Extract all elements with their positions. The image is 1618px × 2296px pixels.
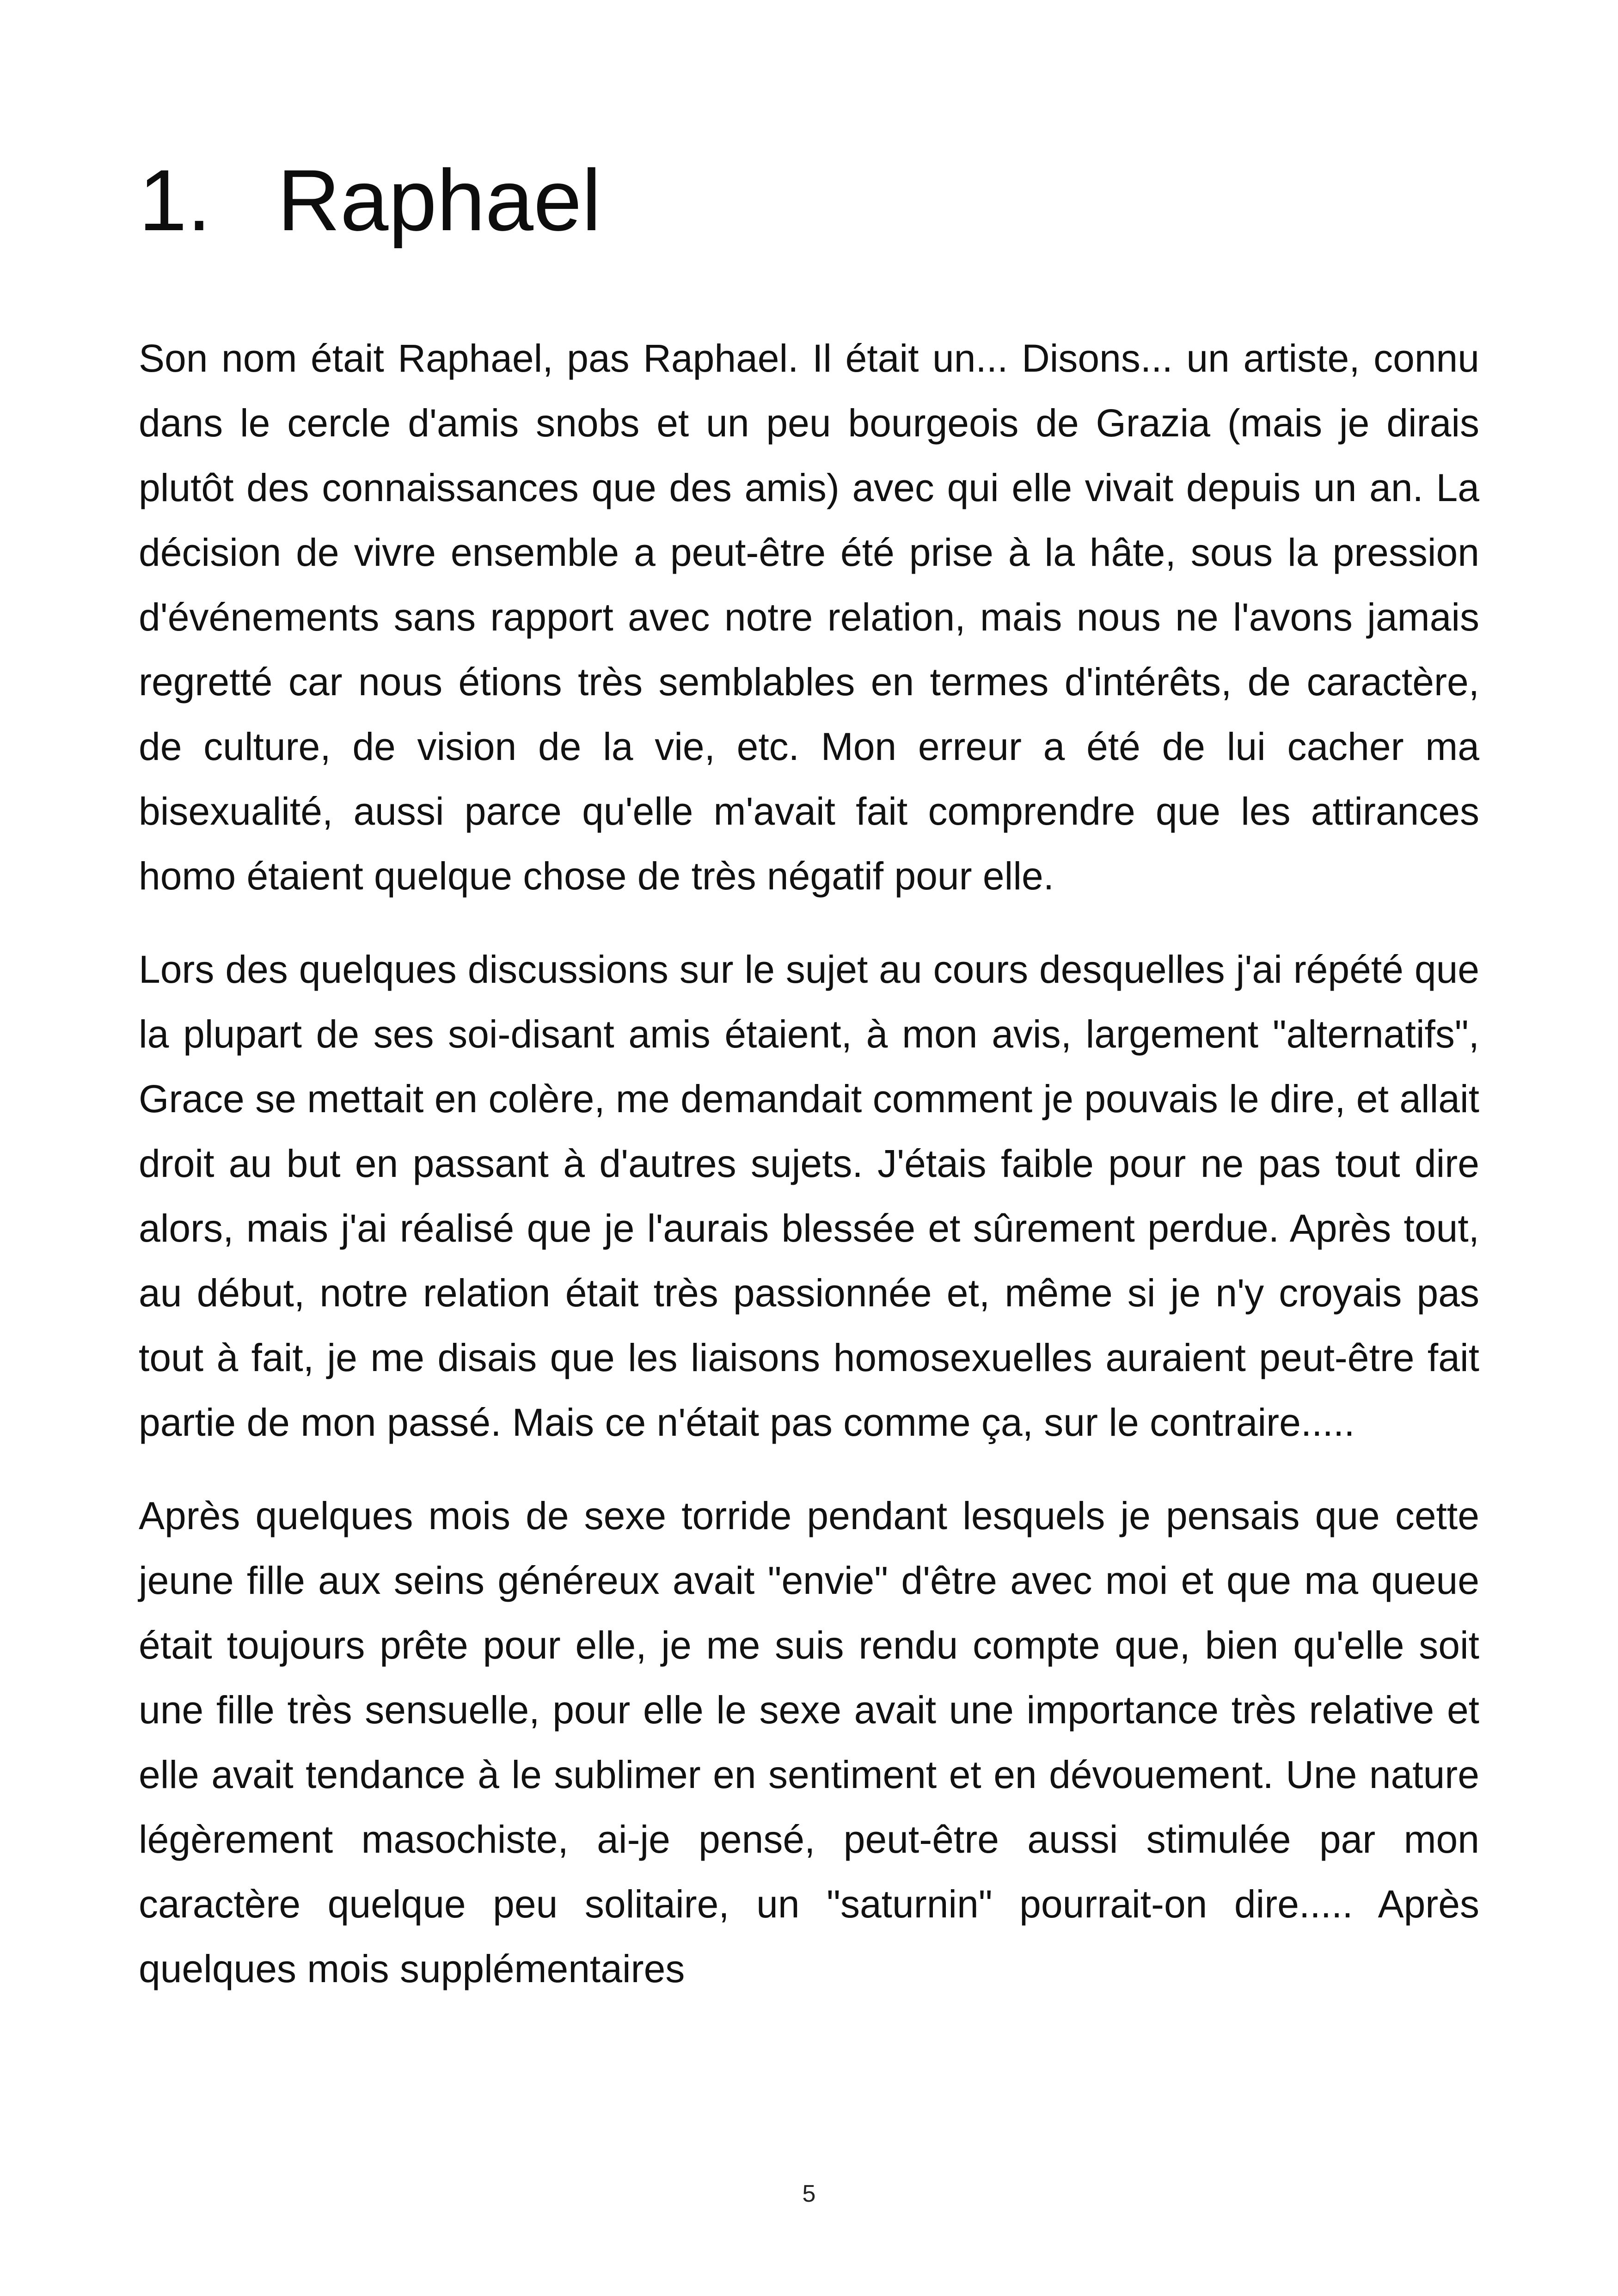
chapter-number: 1. bbox=[139, 152, 211, 249]
chapter-body bbox=[139, 326, 1479, 2030]
chapter-heading bbox=[139, 153, 601, 248]
paragraph-1: Son nom était Raphael, pas Raphael. Il était un... Disons... un artiste, connu dans le cercle d'amis snobs et un peu bourgeois de Grazia (mais je dirais plutôt des connaissances que des amis) avec qui elle vivait depuis un an. La décision de vivre ensemble a peut-être été prise à la hâte, sous la pression d'événements sans rapport avec notre relation, mais nous ne l'avons jamais regretté car nous étions très semblables en termes d'intérêts, de caractère, de culture, de vision de la vie, etc. Mon erreur a été de lui cacher ma bisexualité, aussi parce qu'elle m'avait fait comprendre que les attirances homo étaient quelque chose de très négatif pour elle. bbox=[139, 337, 1479, 898]
chapter-title: Raphael bbox=[277, 152, 601, 249]
page-number: 5 bbox=[802, 2180, 816, 2207]
paragraph-2: Lors des quelques discussions sur le sujet au cours desquelles j'ai répété que la plupart de ses soi-disant amis étaient, à mon avis, largement "alternatifs", Grace se mettait en colère, me demandait comment je pouvais le dire, et allait droit au but en passant à d'autres sujets. J'étais faible pour ne pas tout dire alors, mais j'ai réalisé que je l'aurais blessée et sûrement perdue. Après tout, au début, notre relation était très passionnée et, même si je n'y croyais pas tout à fait, je me disais que les liaisons homosexuelles auraient peut-être fait partie de mon passé. Mais ce n'était pas comme ça, sur le contraire..... bbox=[139, 948, 1479, 1444]
paragraph-3: Après quelques mois de sexe torride pendant lesquels je pensais que cette jeune fille aux seins généreux avait "envie" d'être avec moi et que ma queue était toujours prête pour elle, je me suis rendu compte que, bien qu'elle soit une fille très sensuelle, pour elle le sexe avait une importance très relative et elle avait tendance à le sublimer en sentiment et en dévouement. Une nature légèrement masochiste, ai-je pensé, peut-être aussi stimulée par mon caractère quelque peu solitaire, un "saturnin" pourrait-on dire..... Après quelques mois supplémentaires bbox=[139, 1494, 1479, 1990]
